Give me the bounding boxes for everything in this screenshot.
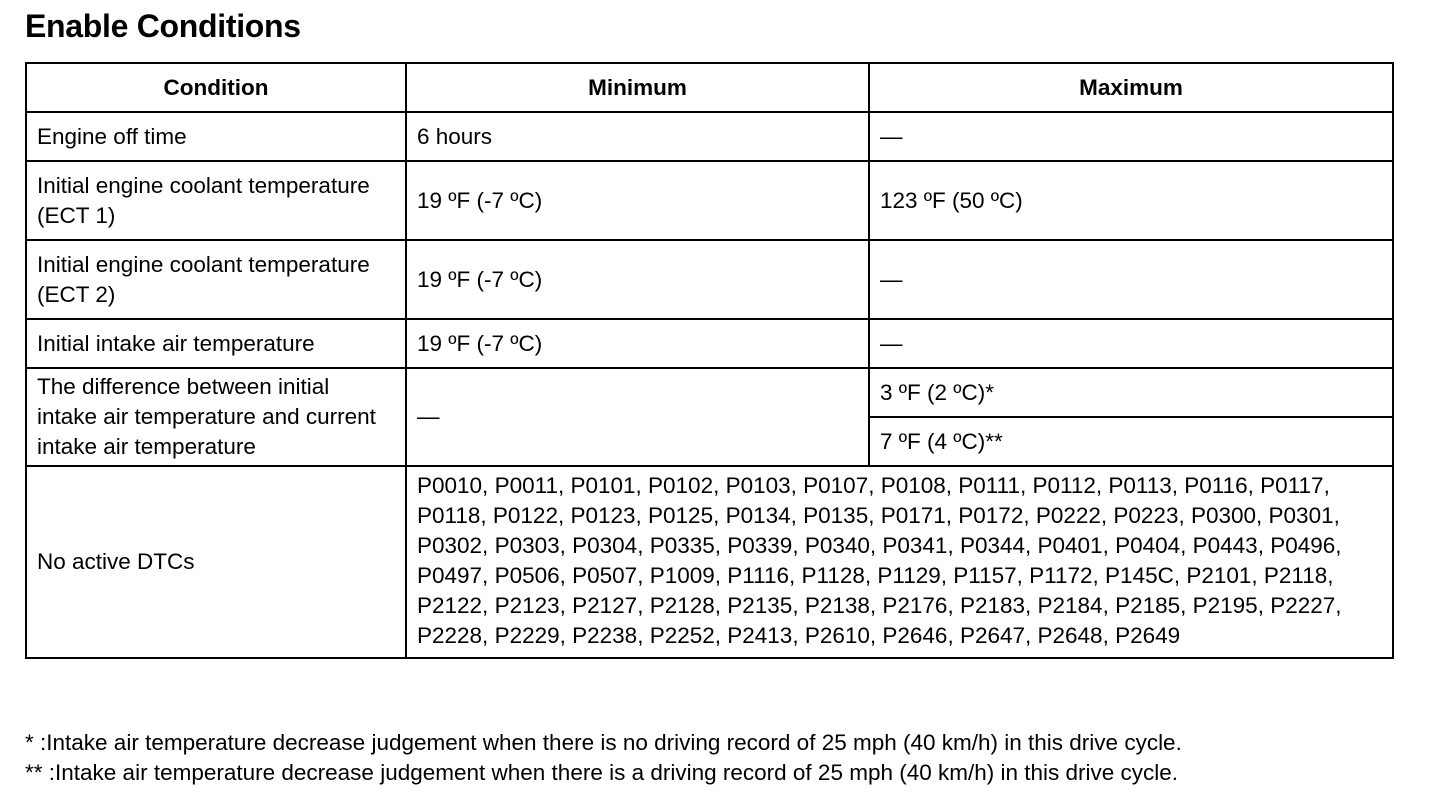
condition-cell: Initial engine coolant temperature (ECT 2) <box>26 240 406 319</box>
footnote-text: :Intake air temperature decrease judgement when there is no driving record of 25 mph (40 km/h) in this drive cycle. <box>33 730 1182 755</box>
header-condition: Condition <box>26 63 406 112</box>
condition-cell: The difference between initial intake air temperature and current intake air temperature <box>26 368 406 466</box>
table-row <box>26 319 1393 368</box>
footnote <box>25 758 1178 788</box>
maximum-cell: — <box>869 319 1393 368</box>
table-header-row <box>26 63 1393 112</box>
dtc-list-cell: P0010, P0011, P0101, P0102, P0103, P0107, P0108, P0111, P0112, P0113, P0116, P0117, P0118, P0122, P0123, P0125, P0134, P0135, P0171, P0172, P0222, P0223, P0300, P0301, P0302, P0303, P0304, P0335, P0339, P0340, P0341, P0344, P0401, P0404, P0443, P0496, P0497, P0506, P0507, P1009, P1116, P1128, P1129, P1157, P1172, P145C, P2101, P2118, P2122, P2123, P2127, P2128, P2135, P2138, P2176, P2183, P2184, P2185, P2195, P2227, P2228, P2229, P2238, P2252, P2413, P2610, P2646, P2647, P2648, P2649 <box>406 466 1393 658</box>
header-maximum: Maximum <box>869 63 1393 112</box>
condition-cell: Initial intake air temperature <box>26 319 406 368</box>
header-minimum: Minimum <box>406 63 869 112</box>
condition-cell: Engine off time <box>26 112 406 161</box>
condition-cell: Initial engine coolant temperature (ECT 1) <box>26 161 406 240</box>
condition-cell: No active DTCs <box>26 466 406 658</box>
minimum-cell: 19 ºF (-7 ºC) <box>406 240 869 319</box>
table-row <box>26 240 1393 319</box>
minimum-cell: — <box>406 368 869 466</box>
table-row <box>26 161 1393 240</box>
enable-conditions-table <box>25 62 1394 659</box>
minimum-cell: 6 hours <box>406 112 869 161</box>
maximum-cell: 7 ºF (4 ºC)** <box>869 417 1393 466</box>
maximum-cell: 123 ºF (50 ºC) <box>869 161 1393 240</box>
footnote-mark: ** <box>25 760 43 785</box>
maximum-cell: 3 ºF (2 ºC)* <box>869 368 1393 417</box>
footnote-mark: * <box>25 730 34 755</box>
minimum-cell: 19 ºF (-7 ºC) <box>406 161 869 240</box>
maximum-cell: — <box>869 112 1393 161</box>
maximum-cell: — <box>869 240 1393 319</box>
table-row <box>26 368 1393 417</box>
table-row <box>26 466 1393 658</box>
footnote-text: :Intake air temperature decrease judgement when there is a driving record of 25 mph (40 km/h) in this drive cycle. <box>42 760 1179 785</box>
page-title: Enable Conditions <box>25 8 301 44</box>
minimum-cell: 19 ºF (-7 ºC) <box>406 319 869 368</box>
footnote <box>25 728 1182 758</box>
table-row <box>26 112 1393 161</box>
